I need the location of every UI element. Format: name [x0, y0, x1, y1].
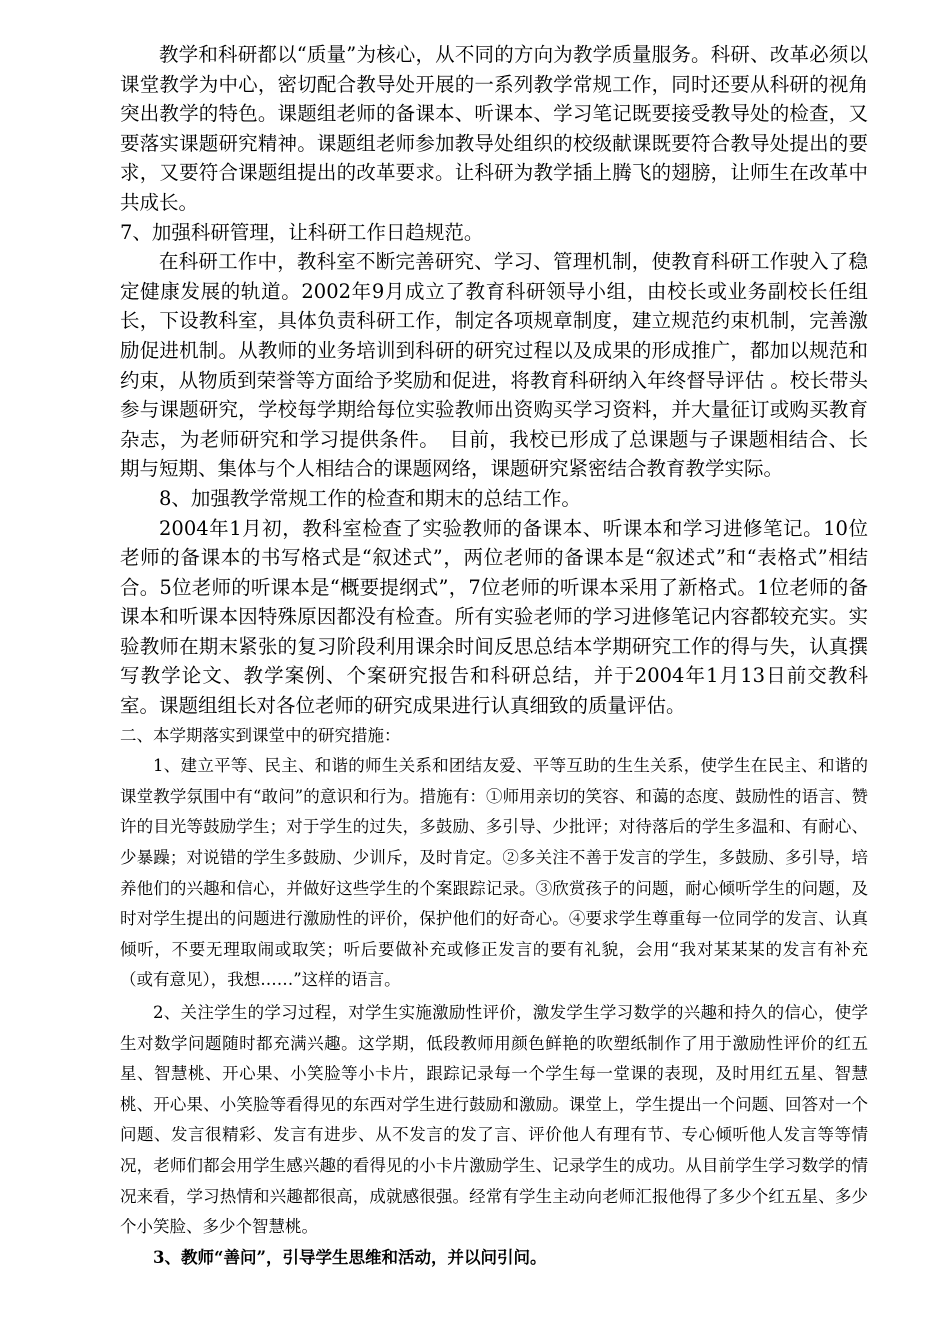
paragraph-measure-1: 1、建立平等、民主、和谐的师生关系和团结友爱、平等互助的生生关系，使学生在民主、和谐的课堂教学氛围中有“敢问”的意识和行为。措施有：①师用亲切的笑容、和蔼的态度、鼓励性的语言、赞许的目光等鼓励学生；对于学生的过失，多鼓励、多引导、少批评；对待落后的学生多温和、有耐心、少暴躁；对说错的学生多鼓励、少训斥，及时肯定。②多关注不善于发言的学生，多鼓励、多引导，培养他们的兴趣和信心，并做好这些学生的个案跟踪记录。③欣赏孩子的问题，耐心倾听学生的问题，及时对学生提出的问题进行激励性的评价，保护他们的好奇心。④要求学生尊重每一位同学的发言、认真倾听，不要无理取闹或取笑；听后要做补充或修正发言的要有礼貌，会用“我对某某某的发言有补充（或有意见），我想……”这样的语言。 — [120, 756, 868, 990]
heading-item-7: 7、加强科研管理，让科研工作日趋规范。 — [120, 220, 484, 244]
paragraph-inspection-summary: 2004年1月初，教科室检查了实验教师的备课本、听课本和学习进修笔记。10位老师的备课本的书写格式是“叙述式”，两位老师的备课本是“叙述式”和“表格式”相结合。5位老师的听课本是“概要提纲式”，7位老师的听课本采用了新格式。1位老师的备课本和听课本因特殊原因都没有检查。所有实验老师的学习进修笔记内容都较充实。实验教师在期末紧张的复习阶段利用课余时间反思总结本学期研究工作的得与失，认真撰写教学论文、教学案例、个案研究报告和科研总结，并于2004年1月13日前交教科室。课题组组长对各位老师的研究成果进行认真细致的质量评估。 — [120, 516, 868, 718]
section-heading-two: 二、本学期落实到课堂中的研究措施： — [120, 725, 401, 745]
document-page — [120, 40, 868, 1273]
heading-measure-3: 3、教师“善问”，引导学生思维和活动，并以问引问。 — [153, 1247, 547, 1267]
paragraph-research-management: 在科研工作中，教科室不断完善研究、学习、管理机制，使教育科研工作驶入了稳定健康发展的轨道。2002年9月成立了教育科研领导小组，由校长或业务副校长任组长，下设教科室，具体负责科研工作，制定各项规章制度，建立规范约束机制，完善激励促进机制。从教师的业务培训到科研的研究过程以及成果的形成推广，都加以规范和约束，从物质到荣誉等方面给予奖励和促进，将教育科研纳入年终督导评估 。校长带头参与课题研究，学校每学期给每位实验教师出资购买学习资料，并大量征订或购买教育杂志，为老师研究和学习提供条件。 目前，我校已形成了总课题与子课题相结合、长期与短期、集体与个人相结合的课题网络，课题研究紧密结合教育教学实际。 — [120, 250, 868, 481]
paragraph-quality-core: 教学和科研都以“质量”为核心，从不同的方向为教学质量服务。科研、改革必须以课堂教学为中心，密切配合教导处开展的一系列教学常规工作，同时还要从科研的视角突出教学的特色。课题组老师的备课本、听课本、学习笔记既要接受教导处的检查，又要落实课题研究精神。课题组老师参加教导处组织的校级献课既要符合教导处提出的要求，又要符合课题组提出的改革要求。让科研为教学插上腾飞的翅膀，让师生在改革中共成长。 — [120, 43, 868, 214]
heading-item-8: 8、加强教学常规工作的检查和期末的总结工作。 — [159, 486, 581, 510]
paragraph-measure-2: 2、关注学生的学习过程，对学生实施激励性评价，激发学生学习数学的兴趣和持久的信心，使学生对数学问题随时都充满兴趣。这学期，低段教师用颜色鲜艳的吹塑纸制作了用于激励性评价的红五星、智慧桃、开心果、小笑脸等小卡片，跟踪记录每一个学生每一堂课的表现，及时用红五星、智慧桃、开心果、小笑脸等看得见的东西对学生进行鼓励和激励。课堂上，学生提出一个问题、回答对一个问题、发言很精彩、发言有进步、从不发言的发了言、评价他人有理有节、专心倾听他人发言等等情况，老师们都会用学生感兴趣的看得见的小卡片激励学生、记录学生的成功。从目前学生学习数学的情况来看，学习热情和兴趣都很高，成就感很强。经常有学生主动向老师汇报他得了多少个红五星、多少个小笑脸、多少个智慧桃。 — [120, 1003, 868, 1237]
